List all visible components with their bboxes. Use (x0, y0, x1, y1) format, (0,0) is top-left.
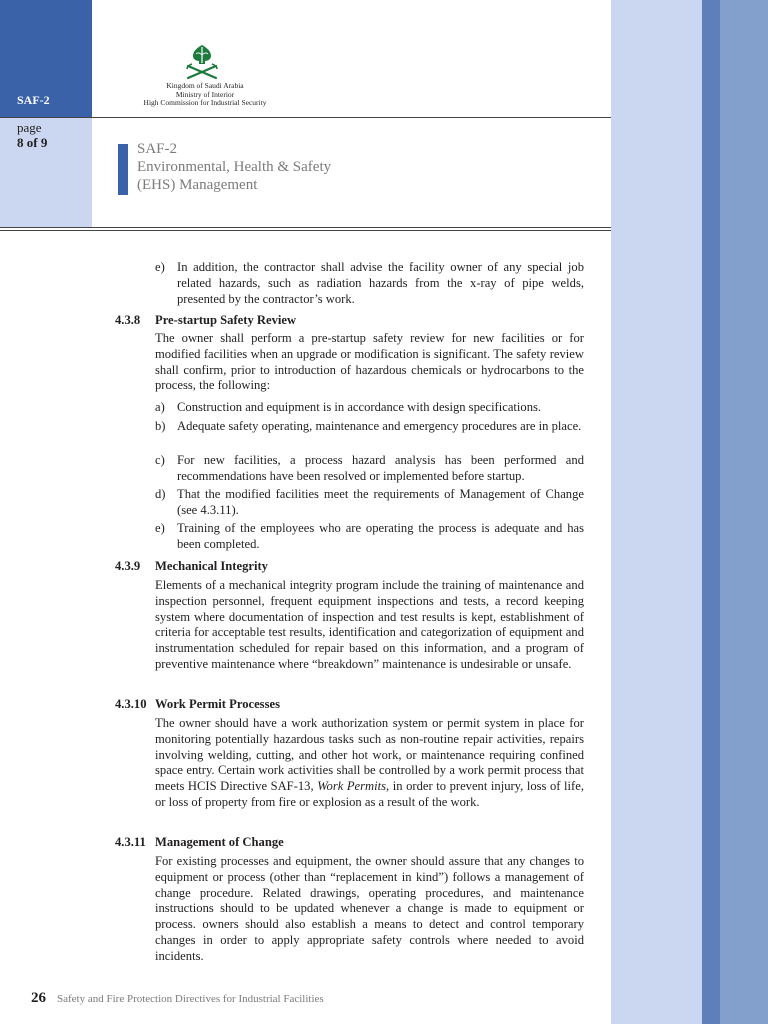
list-item-e-text: Training of the employees who are operating the process is adequate and has been completed. (177, 521, 584, 551)
title-accent-bar (118, 144, 128, 195)
right-margin-band-dark (720, 0, 768, 1024)
section-4-3-8-number: 4.3.8 (115, 313, 141, 327)
org-line-2: Ministry of Interior (175, 89, 235, 99)
list-item-e-label: e) (155, 521, 165, 535)
section-4-3-11-text: For existing processes and equipment, the owner should assure that any changes to equipment or process (other than “replacement in kind”) follows a management of change procedure. Related drawings, operating procedures, and maintenance instructions should to be updated whenever a change is made to equipment or process. owners should also establish a means to detect and control temporary changes in order to apply appropriate safety controls where needed to avoid incidents. (155, 854, 584, 963)
org-line-3: High Commission for Industrial Security (143, 98, 267, 107)
list-item-d-label: d) (155, 487, 166, 501)
section-4-3-10-title: Work Permit Processes (155, 697, 280, 711)
list-item-c-text: For new facilities, a process hazard analysis has been performed and recommendations have been resolved or implemented before startup. (177, 453, 584, 483)
right-margin-band-mid (702, 0, 720, 1024)
saudi-emblem-icon (182, 42, 222, 82)
doc-code-label: SAF-2 (17, 93, 50, 107)
title-line-3: (EHS) Management (137, 177, 258, 193)
org-line-1: Kingdom of Saudi Arabia (166, 81, 244, 90)
list-item-c-label: c) (155, 453, 165, 467)
list-item-b-text: Adequate safety operating, maintenance and emergency procedures are in place. (177, 419, 582, 433)
list-item-d-text: That the modified facilities meet the requirements of Management of Change (see 4.3.11). (177, 487, 584, 517)
list-item-a-text: Construction and equipment is in accordance with design specifications. (177, 400, 542, 414)
section-4-3-9-text: Elements of a mechanical integrity program include the training of maintenance and inspection personnel, frequent equipment inspections and tests, a record keeping system where documentation of inspection and test results is kept, establishment of criteria for acceptable test results, identification and categorization of equipment and instrumentation scheduled for repair based on this information, and a program of preventive maintenance where “breakdown” maintenance is undesirable or unsafe. (155, 578, 584, 671)
footer-title: Safety and Fire Protection Directives for Industrial Facilities (57, 993, 324, 1005)
organization-block (105, 82, 305, 108)
section-4-3-10-number: 4.3.10 (115, 697, 147, 711)
section-4-3-11-number: 4.3.11 (115, 835, 146, 849)
document-title (137, 140, 331, 194)
header-divider-bottom-2 (0, 230, 611, 231)
title-line-1: SAF-2 (137, 141, 178, 157)
section-4-3-9-title: Mechanical Integrity (155, 559, 268, 573)
right-margin-band-light (611, 0, 702, 1024)
page-word-label: page (17, 120, 42, 135)
page-number-label: 8 of 9 (17, 135, 48, 150)
header-divider-bottom-1 (0, 227, 611, 228)
item-e-text: In addition, the contractor shall advise the facility owner of any special job related hazards, such as radiation hazards from the x-ray of pipe welds, presented by the contractor’s work. (177, 260, 584, 306)
footer-page-number: 26 (31, 990, 46, 1006)
list-item-b-label: b) (155, 419, 166, 433)
section-4-3-8-title: Pre-startup Safety Review (155, 313, 297, 327)
item-e-label: e) (155, 260, 165, 274)
title-line-2: Environmental, Health & Safety (137, 159, 332, 175)
section-4-3-10-text-italic: Work Permits (317, 779, 387, 794)
list-item-a-label: a) (155, 400, 165, 414)
section-4-3-11-title: Management of Change (155, 835, 284, 849)
section-4-3-10-text (155, 716, 584, 811)
section-4-3-10-text-part2: , in order to prevent injury, loss of life, or loss of property from fire or explosion as a result of the work. (155, 779, 584, 809)
section-4-3-8-intro: The owner shall perform a pre-startup safety review for new facilities or for modified facilities when an upgrade or modification is significant. The safety review shall confirm, prior to introduction of hazardous chemicals or hydrocarbons to the process, the following: (155, 331, 584, 393)
section-4-3-9-number: 4.3.9 (115, 559, 141, 573)
section-4-3-10-text-part1: The owner should have a work authorization system or permit system in place for monitoring potentially hazardous tasks such as non-routine repair activities, repairs involving welding, cutting, and other hot work, or maintenance requiring confined space entry. Certain work activities shall be controlled by a work permit process that meets HCIS Directive SAF-13, (155, 716, 584, 794)
header-divider-top (0, 117, 611, 118)
